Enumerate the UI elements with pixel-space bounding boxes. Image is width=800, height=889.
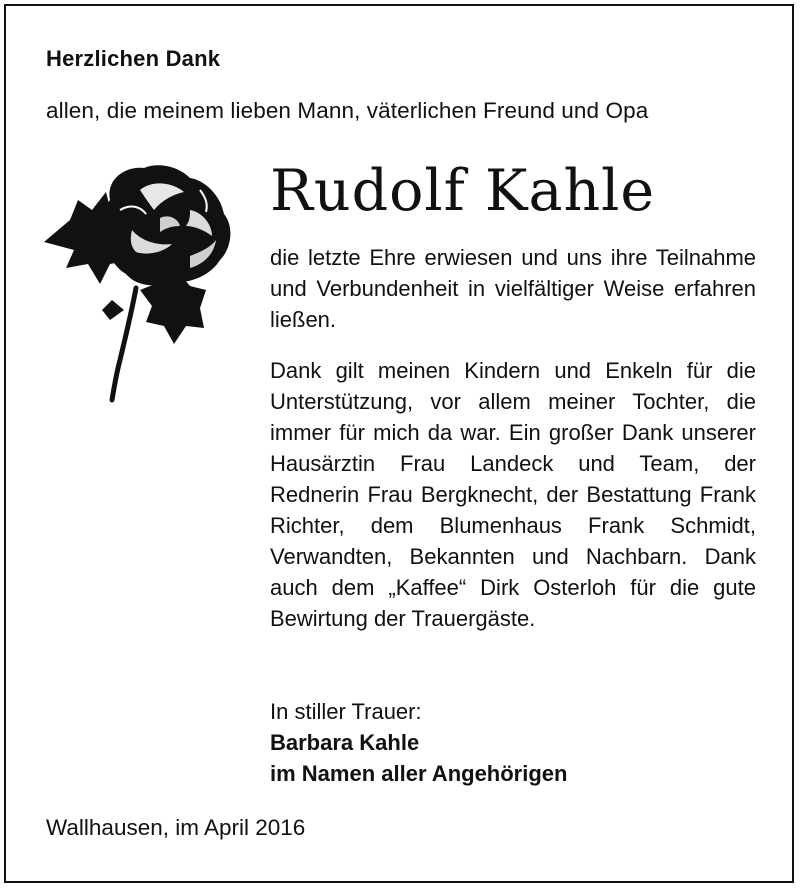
signature-family: im Namen aller Angehörigen	[270, 761, 568, 786]
signature-intro: In stiller Trauer:	[270, 699, 422, 724]
notice-intro: allen, die meinem lieben Mann, väterlichen Freund und Opa	[46, 98, 649, 123]
rose-icon	[40, 160, 245, 405]
thanks-paragraph-2: Dank gilt meinen Kindern und Enkeln für die Unterstützung, vor allem meiner Tochter, die immer für mich da war. Ein großer Dank unserer Hausärztin Frau Landeck und Team, der Rednerin Frau Bergknecht, der Bestattung Frank Richter, dem Blumenhaus Frank Schmidt, Verwandten, Bekannten und Nachbarn. Dank auch dem „Kaffee“ Dirk Osterloh für die gute Bewirtung der Trauergäste.	[270, 358, 756, 631]
notice-heading: Herzlichen Dank	[46, 46, 221, 71]
rose-leaf-small	[102, 300, 124, 320]
thanks-paragraph-1: die letzte Ehre erwiesen und uns ihre Teilnahme und Verbundenheit in vielfältiger Weise erfahren ließen.	[270, 245, 756, 332]
signature-name: Barbara Kahle	[270, 730, 420, 755]
deceased-name: Rudolf Kahle	[270, 158, 656, 224]
place-date: Wallhausen, im April 2016	[46, 815, 306, 840]
